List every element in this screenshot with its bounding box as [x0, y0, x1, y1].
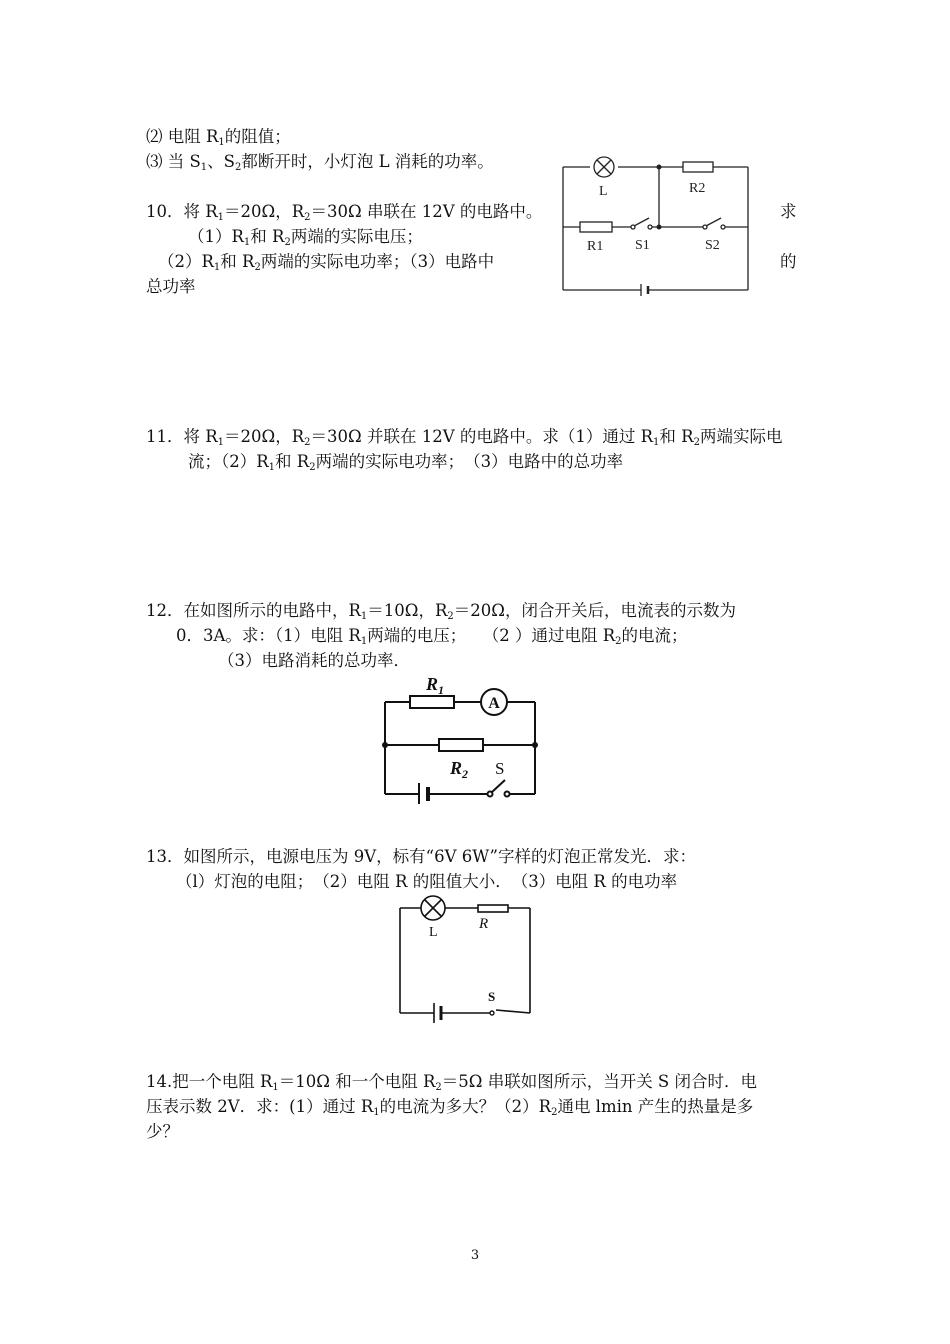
s2-label: S2 [705, 238, 720, 253]
q9-line-2: ⑵ 电阻 $R_1$的阻值； [146, 127, 291, 148]
switch-label: S [495, 759, 505, 778]
circuit-diagram-q9 [555, 150, 765, 300]
ammeter-symbol [481, 689, 507, 715]
q10-qiu: 求 [780, 202, 797, 221]
q10-line-4: 总功率 [146, 277, 196, 296]
q11-line-1: 11．将 $R_1=20\Omega$，$R_2=30\Omega$ 并联在 12V 的电路中。求（1）通过 $R_1$和 $R_2$两端实际电 [146, 427, 783, 448]
q11-line-2: 流；$(2)R_1$和 $R_2$两端的实际电功率； （3）电路中的总功率 [188, 452, 624, 473]
q14-line-2: 压表示数 2V．求：(1）通过 $R_1$的电流为多大？$(2)R_2$通电 lmin 产生的热量是多 [146, 1097, 754, 1118]
q9-line-3: ⑶ 当 $S_1$、$S_2$都断开时，小灯泡 L 消耗的功率。 [146, 152, 494, 173]
r-resistor [478, 905, 508, 912]
circuit-diagram-q13 [390, 895, 540, 1025]
q10-de: 的 [780, 252, 797, 271]
r2-label: $R_2$ [450, 758, 469, 781]
battery-symbol [641, 284, 648, 296]
q12-line-3: （3）电路消耗的总功率． [218, 651, 410, 670]
battery-symbol [419, 783, 428, 804]
r1-label: $R_1$ [426, 674, 445, 697]
r1-resistor [580, 222, 612, 232]
circuit-diagram-q12 [375, 668, 545, 804]
switch-contact [490, 1011, 494, 1015]
q13-line-2: （l）灯泡的电阻； （2）电阻 R 的阻值大小． （3）电阻 R 的电功率 [176, 872, 678, 891]
switch-label: S [488, 989, 496, 1004]
q13-line-1: 13．如图所示，电源电压为 9V，标有“6V 6W”字样的灯泡正常发光．求： [146, 847, 696, 866]
battery-symbol [434, 1003, 441, 1023]
q12-line-2: 0．3A。求：（1）电阻 $R_1$两端的电压； （2 ）通过电阻 $R_2$的电流； [176, 626, 688, 647]
r1-resistor [410, 696, 454, 708]
r1-label: R1 [587, 239, 604, 254]
r2-label: R2 [689, 181, 706, 196]
q10-line-3: $(2)R_1$和 $R_2$两端的实际电功率；（3）电路中 [158, 252, 495, 273]
q14-line-1: 14.把一个电阻 $R_1=10\Omega$ 和一个电阻 $R_2=5\Omega$ 串联如图所示，当开关 S 闭合时．电 [146, 1072, 757, 1093]
ammeter-label: A [488, 695, 500, 712]
switch-s [488, 780, 510, 797]
lamp-label: L [599, 184, 608, 199]
q12-line-1: 12．在如图所示的电路中，$R_1=10\Omega$，$R_2=20\Omega$，闭合开关后，电流表的示数为 [146, 601, 736, 622]
lamp-symbol [421, 896, 445, 920]
switch-s1 [631, 218, 652, 229]
r-label: R [479, 916, 489, 932]
q10-line-1: 10．将 $R_1=20\Omega$，$R_2=30\Omega$ 串联在 12V 的电路中。 [146, 202, 543, 223]
page-number: 3 [470, 1248, 480, 1263]
switch-s2 [703, 218, 725, 229]
q14-line-3: 少？ [146, 1122, 179, 1141]
r2-resistor [439, 739, 483, 751]
lamp-label: L [429, 925, 438, 940]
q10-line-2: $(1)R_1$和 $R_2$两端的实际电压； [188, 227, 423, 248]
s1-label: S1 [635, 238, 650, 253]
lamp-symbol [594, 157, 614, 177]
r2-resistor [683, 162, 713, 172]
